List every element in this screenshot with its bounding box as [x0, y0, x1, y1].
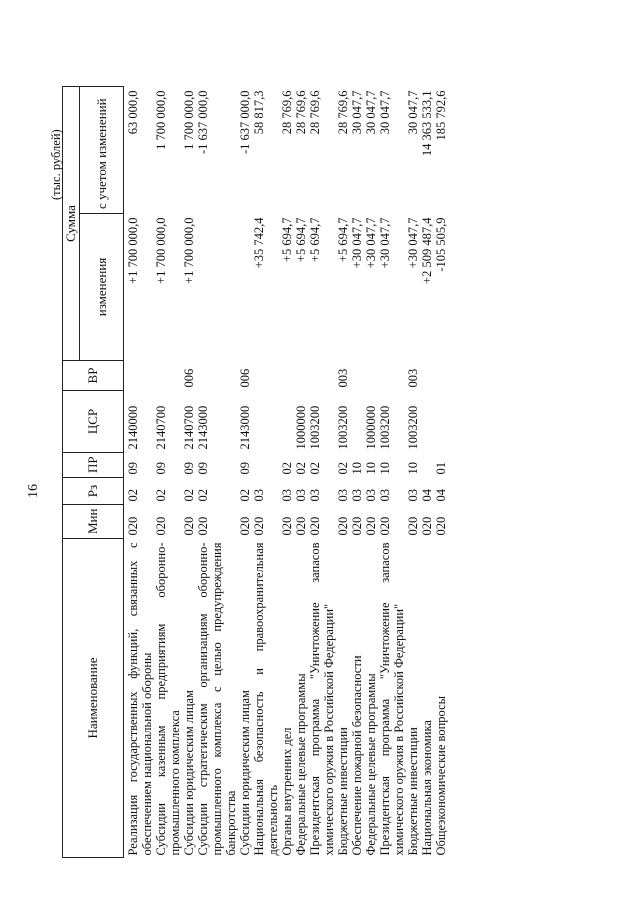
table-row — [196, 87, 238, 858]
cell-total: 30 047,7 — [378, 90, 392, 135]
table-row — [420, 87, 434, 858]
cell-csr: 1003200 — [336, 405, 350, 450]
cell-rz: 02 — [182, 489, 196, 502]
table-body — [124, 87, 449, 858]
table-row — [378, 87, 406, 858]
cell-vr — [154, 361, 182, 391]
cell-rz: 02 — [238, 489, 252, 502]
cell-pr: 02 — [308, 462, 322, 475]
table-row — [238, 87, 252, 858]
cell-total: 28 769,6 — [308, 90, 322, 135]
cell-rz: 03 — [336, 489, 350, 502]
cell-total: 1 700 000,0 — [182, 90, 196, 150]
cell-pr: 09 — [154, 462, 168, 475]
cell-min: 020 — [420, 516, 434, 536]
cell-min: 020 — [364, 516, 378, 536]
cell-rz: 03 — [252, 489, 266, 502]
table-row — [434, 87, 448, 858]
header-vr: ВР — [63, 361, 124, 391]
header-rz: Рз — [63, 478, 124, 505]
page-number: 16 — [26, 484, 41, 498]
cell-total: 28 769,6 — [294, 90, 308, 135]
cell-min: 020 — [252, 516, 266, 536]
table-row — [350, 87, 364, 858]
cell-min: 020 — [182, 516, 196, 536]
cell-min: 020 — [350, 516, 364, 536]
cell-csr: 1003200 — [308, 405, 322, 450]
cell-min: 020 — [126, 516, 140, 536]
cell-rz: 02 — [196, 489, 210, 502]
cell-csr: 2140700 — [182, 405, 196, 450]
cell-pr: 02 — [336, 462, 350, 475]
header-sum: Сумма — [63, 87, 80, 361]
cell-min: 020 — [336, 516, 350, 536]
cell-change: +5 694,7 — [308, 217, 322, 263]
cell-min: 020 — [308, 516, 322, 536]
cell-name: Федеральные целевые программы — [364, 673, 378, 856]
cell-change: -105 505,9 — [434, 217, 448, 272]
cell-change: +2 509 487,4 — [420, 217, 434, 284]
cell-rz: 03 — [364, 489, 378, 502]
cell-vr — [308, 361, 336, 391]
cell-csr: 1000000 — [364, 405, 378, 450]
cell-total: 30 047,7 — [406, 90, 420, 135]
cell-name: Субсидии стратегическим организациям оборонно-промышленного комплекса с целью предупреждения банкротства — [196, 542, 238, 856]
cell-total: -1 637 000,0 — [196, 90, 210, 155]
cell-rz: 02 — [154, 489, 168, 502]
cell-csr: 2143000 — [238, 405, 252, 450]
cell-pr: 09 — [182, 462, 196, 475]
cell-name: Бюджетные инвестиции — [406, 727, 420, 856]
cell-total: 14 363 533,1 — [420, 90, 434, 157]
table-row — [280, 87, 294, 858]
cell-rz: 02 — [126, 489, 140, 502]
cell-name: Субсидии юридическим лицам — [238, 690, 252, 856]
cell-min: 020 — [294, 516, 308, 536]
cell-csr — [420, 391, 434, 453]
cell-csr: 1000000 — [294, 405, 308, 450]
header-with-change: с учетом изменений — [80, 87, 124, 214]
cell-pr: 02 — [294, 462, 308, 475]
cell-vr: 006 — [238, 368, 252, 388]
cell-rz: 03 — [406, 489, 420, 502]
cell-name: Реализация государственных функций, связанных с обеспечением национальной обороны — [126, 542, 154, 856]
table-row — [154, 87, 182, 858]
cell-csr — [280, 391, 294, 453]
cell-min: 020 — [406, 516, 420, 536]
cell-csr — [350, 391, 364, 453]
cell-name: Президентская программа "Уничтожение запасов химического оружия в Российской Федерации" — [308, 542, 336, 856]
cell-pr: 09 — [238, 462, 252, 475]
cell-csr: 2140000 — [126, 405, 140, 450]
cell-min: 020 — [280, 516, 294, 536]
cell-name: Обеспечение пожарной безопасности — [350, 655, 364, 856]
cell-change: +30 047,7 — [378, 217, 392, 269]
cell-csr: 2140700 — [154, 405, 168, 450]
table-row — [182, 87, 196, 858]
cell-total: -1 637 000,0 — [238, 90, 252, 155]
cell-vr — [124, 361, 155, 391]
cell-rz: 04 — [434, 489, 448, 502]
cell-csr: 1003200 — [406, 405, 420, 450]
cell-name: Национальная экономика — [420, 720, 434, 856]
table-row — [252, 87, 280, 858]
cell-vr: 003 — [336, 368, 350, 388]
cell-pr: 10 — [378, 462, 392, 475]
header-name: Наименование — [63, 539, 124, 858]
cell-rz: 03 — [294, 489, 308, 502]
cell-csr: 1003200 — [378, 405, 392, 450]
cell-change: +30 047,7 — [406, 217, 420, 269]
units-note: (тыс. рублей) — [49, 129, 63, 200]
cell-pr — [420, 453, 434, 478]
cell-vr: 006 — [182, 368, 196, 388]
cell-min: 020 — [196, 516, 210, 536]
cell-vr — [420, 361, 434, 391]
cell-csr: 2143000 — [196, 405, 210, 450]
cell-total: 30 047,7 — [364, 90, 378, 135]
cell-rz: 04 — [420, 489, 434, 502]
table-row — [364, 87, 378, 858]
header-change: изменения — [80, 214, 124, 361]
cell-vr — [434, 361, 448, 391]
cell-pr: 02 — [280, 462, 294, 475]
cell-total: 28 769,6 — [336, 90, 350, 135]
cell-min: 020 — [378, 516, 392, 536]
cell-vr — [280, 361, 294, 391]
cell-vr — [252, 361, 280, 391]
cell-change — [238, 214, 252, 361]
cell-pr — [252, 453, 280, 478]
cell-min: 020 — [154, 516, 168, 536]
cell-vr — [294, 361, 308, 391]
table-row — [308, 87, 336, 858]
header-csr: ЦСР — [63, 391, 124, 453]
cell-change: +1 700 000,0 — [182, 217, 196, 284]
table-row — [124, 87, 155, 858]
cell-total: 28 769,6 — [280, 90, 294, 135]
cell-total: 30 047,7 — [350, 90, 364, 135]
cell-change: +5 694,7 — [336, 217, 350, 263]
cell-change: +30 047,7 — [364, 217, 378, 269]
cell-min: 020 — [434, 516, 448, 536]
cell-change: +1 700 000,0 — [154, 217, 168, 284]
cell-change: +5 694,7 — [294, 217, 308, 263]
cell-rz: 03 — [308, 489, 322, 502]
cell-change: +35 742,4 — [252, 217, 266, 269]
cell-rz: 03 — [378, 489, 392, 502]
cell-rz: 03 — [280, 489, 294, 502]
cell-change: +5 694,7 — [280, 217, 294, 263]
cell-rz: 03 — [350, 489, 364, 502]
cell-vr — [364, 361, 378, 391]
cell-vr — [196, 361, 238, 391]
cell-name: Президентская программа "Уничтожение запасов химического оружия в Российской Федерации" — [378, 542, 406, 856]
cell-change — [196, 214, 238, 361]
cell-total: 63 000,0 — [126, 90, 140, 135]
budget-table — [62, 86, 448, 858]
cell-total: 58 817,3 — [252, 90, 266, 135]
header-pr: ПР — [63, 453, 124, 478]
cell-min: 020 — [238, 516, 252, 536]
cell-name: Общеэкономические вопросы — [434, 695, 448, 856]
cell-name: Субсидии юридическим лицам — [182, 690, 196, 856]
cell-total: 185 792,6 — [434, 90, 448, 141]
cell-change: +1 700 000,0 — [126, 217, 140, 284]
cell-name: Федеральные целевые программы — [294, 673, 308, 856]
table-row — [406, 87, 420, 858]
cell-csr — [434, 391, 448, 453]
table-row — [294, 87, 308, 858]
cell-change: +30 047,7 — [350, 217, 364, 269]
cell-vr — [378, 361, 406, 391]
cell-name: Бюджетные инвестиции — [336, 727, 350, 856]
cell-name: Органы внутренних дел — [280, 727, 294, 856]
cell-pr: 01 — [434, 462, 448, 475]
cell-name: Субсидии казенным предприятиям оборонно-промышленного комплекса — [154, 542, 182, 856]
cell-pr: 09 — [126, 462, 140, 475]
cell-name: Национальная безопасность и правоохранительная деятельность — [252, 542, 280, 856]
cell-vr — [350, 361, 364, 391]
cell-pr: 10 — [350, 462, 364, 475]
cell-pr: 10 — [406, 462, 420, 475]
cell-total: 1 700 000,0 — [154, 90, 168, 150]
cell-pr: 10 — [364, 462, 378, 475]
cell-vr: 003 — [406, 368, 420, 388]
cell-csr — [252, 391, 280, 453]
table-row — [336, 87, 350, 858]
cell-pr: 09 — [196, 462, 210, 475]
header-min: Мин — [63, 505, 124, 539]
